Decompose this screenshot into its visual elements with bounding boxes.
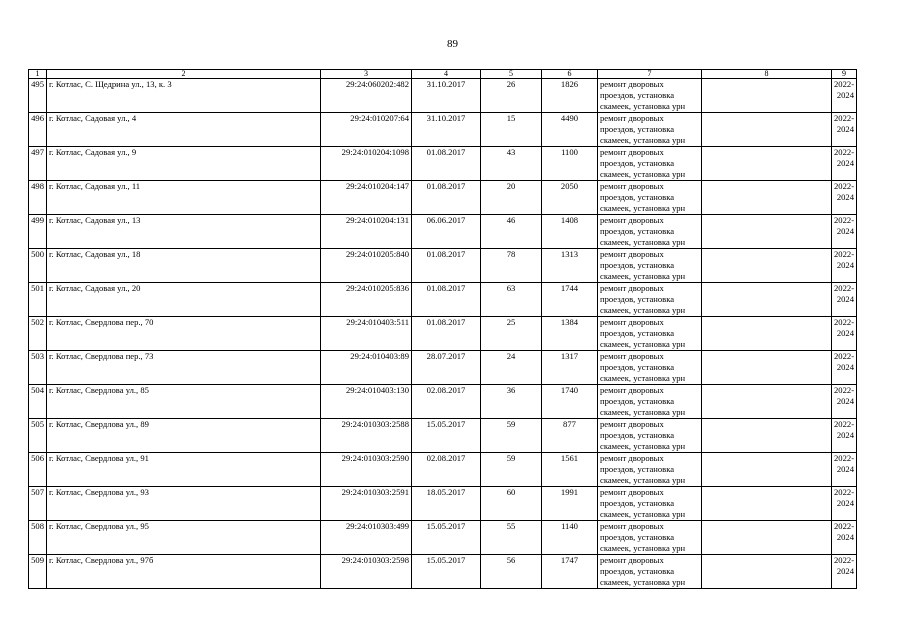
table-row: [29, 351, 857, 385]
work-description-line: ремонт дворовых: [600, 453, 664, 463]
period-line: 2022-: [834, 215, 855, 225]
row-number-cell: 502: [29, 317, 47, 351]
table-row: [29, 249, 857, 283]
area-cell: 1313: [542, 249, 598, 283]
cadastral-number-cell: 29:24:010205:840: [321, 249, 412, 283]
date-cell: 02.08.2017: [412, 385, 481, 419]
period-line: 2024: [836, 362, 854, 372]
period-line: 2022-: [834, 317, 855, 327]
table-row: [29, 181, 857, 215]
date-cell: 01.08.2017: [412, 317, 481, 351]
work-description-line: проездов, установка: [600, 158, 675, 168]
work-description-line: скамеек, установка урн: [600, 203, 686, 213]
period-line: 2024: [836, 498, 854, 508]
column-8-cell: [702, 147, 832, 181]
table-row: [29, 419, 857, 453]
work-description-line: ремонт дворовых: [600, 147, 664, 157]
apartments-count-cell: 78: [481, 249, 542, 283]
period-line: 2024: [836, 294, 854, 304]
cadastral-number-cell: 29:24:010205:836: [321, 283, 412, 317]
cadastral-number-cell: 29:24:010204:1098: [321, 147, 412, 181]
page-number: 89: [447, 38, 458, 50]
period-line: 2024: [836, 464, 854, 474]
apartments-count-cell: 20: [481, 181, 542, 215]
area-cell: 4490: [542, 113, 598, 147]
area-cell: 1561: [542, 453, 598, 487]
period-line: 2022-: [834, 181, 855, 191]
row-number-cell: 500: [29, 249, 47, 283]
row-number-cell: 505: [29, 419, 47, 453]
date-cell: 01.08.2017: [412, 147, 481, 181]
period-line: 2022-: [834, 113, 855, 123]
column-8-cell: [702, 453, 832, 487]
area-cell: 2050: [542, 181, 598, 215]
address-cell: г. Котлас, Свердлова ул., 89: [47, 419, 321, 453]
period-line: 2024: [836, 328, 854, 338]
address-cell: г. Котлас, Свердлова пер., 73: [47, 351, 321, 385]
work-description-line: скамеек, установка урн: [600, 577, 686, 587]
address-cell: г. Котлас, Свердлова ул., 95: [47, 521, 321, 555]
work-description-line: скамеек, установка урн: [600, 237, 686, 247]
work-description-cell: [598, 521, 702, 555]
work-description-line: проездов, установка: [600, 192, 675, 202]
period-cell: [832, 181, 857, 215]
period-line: 2024: [836, 158, 854, 168]
period-line: 2024: [836, 532, 854, 542]
work-description-line: скамеек, установка урн: [600, 543, 686, 553]
period-line: 2022-: [834, 249, 855, 259]
period-cell: [832, 419, 857, 453]
cadastral-number-cell: 29:24:010303:2591: [321, 487, 412, 521]
work-description-line: скамеек, установка урн: [600, 305, 686, 315]
date-cell: 06.06.2017: [412, 215, 481, 249]
work-description-line: скамеек, установка урн: [600, 509, 686, 519]
column-header: 1: [29, 70, 47, 79]
work-description-line: проездов, установка: [600, 498, 675, 508]
work-description-line: ремонт дворовых: [600, 113, 664, 123]
cadastral-number-cell: 29:24:010303:2598: [321, 555, 412, 589]
date-cell: 15.05.2017: [412, 555, 481, 589]
period-cell: [832, 249, 857, 283]
work-description-cell: [598, 419, 702, 453]
work-description-line: проездов, установка: [600, 124, 675, 134]
cadastral-number-cell: 29:24:010207:64: [321, 113, 412, 147]
address-cell: г. Котлас, Свердлова ул., 97б: [47, 555, 321, 589]
column-8-cell: [702, 113, 832, 147]
period-line: 2022-: [834, 453, 855, 463]
table-row: [29, 79, 857, 113]
work-description-line: ремонт дворовых: [600, 317, 664, 327]
work-description-line: проездов, установка: [600, 226, 675, 236]
work-description-line: скамеек, установка урн: [600, 441, 686, 451]
period-line: 2022-: [834, 385, 855, 395]
area-cell: 1384: [542, 317, 598, 351]
column-header: 6: [542, 70, 598, 79]
area-cell: 1408: [542, 215, 598, 249]
table-row: [29, 453, 857, 487]
column-8-cell: [702, 385, 832, 419]
area-cell: 1826: [542, 79, 598, 113]
address-cell: г. Котлас, Садовая ул., 11: [47, 181, 321, 215]
period-cell: [832, 317, 857, 351]
period-cell: [832, 113, 857, 147]
period-cell: [832, 147, 857, 181]
work-description-line: скамеек, установка урн: [600, 407, 686, 417]
column-header: 5: [481, 70, 542, 79]
apartments-count-cell: 56: [481, 555, 542, 589]
table-row: [29, 317, 857, 351]
date-cell: 31.10.2017: [412, 113, 481, 147]
column-8-cell: [702, 419, 832, 453]
column-8-cell: [702, 351, 832, 385]
work-description-cell: [598, 249, 702, 283]
column-8-cell: [702, 249, 832, 283]
address-cell: г. Котлас, Свердлова ул., 85: [47, 385, 321, 419]
work-description-line: проездов, установка: [600, 90, 675, 100]
work-description-cell: [598, 555, 702, 589]
period-line: 2022-: [834, 351, 855, 361]
column-8-cell: [702, 555, 832, 589]
period-line: 2022-: [834, 283, 855, 293]
work-description-cell: [598, 453, 702, 487]
column-header: 3: [321, 70, 412, 79]
header-row: [29, 70, 857, 79]
table-row: [29, 555, 857, 589]
period-cell: [832, 487, 857, 521]
cadastral-number-cell: 29:24:010303:2588: [321, 419, 412, 453]
area-cell: 1317: [542, 351, 598, 385]
address-cell: г. Котлас, Садовая ул., 20: [47, 283, 321, 317]
period-cell: [832, 283, 857, 317]
row-number-cell: 498: [29, 181, 47, 215]
work-description-cell: [598, 215, 702, 249]
table-row: [29, 385, 857, 419]
apartments-count-cell: 59: [481, 419, 542, 453]
work-description-line: ремонт дворовых: [600, 351, 664, 361]
cadastral-number-cell: 29:24:010403:511: [321, 317, 412, 351]
work-description-line: проездов, установка: [600, 328, 675, 338]
column-header: 2: [47, 70, 321, 79]
apartments-count-cell: 36: [481, 385, 542, 419]
work-description-line: проездов, установка: [600, 396, 675, 406]
area-cell: 877: [542, 419, 598, 453]
work-description-cell: [598, 283, 702, 317]
apartments-count-cell: 26: [481, 79, 542, 113]
work-description-line: проездов, установка: [600, 260, 675, 270]
work-description-cell: [598, 385, 702, 419]
address-registry-table: [28, 69, 857, 589]
area-cell: 1100: [542, 147, 598, 181]
period-cell: [832, 351, 857, 385]
work-description-line: проездов, установка: [600, 294, 675, 304]
date-cell: 02.08.2017: [412, 453, 481, 487]
work-description-line: скамеек, установка урн: [600, 169, 686, 179]
period-line: 2024: [836, 226, 854, 236]
column-header: 8: [702, 70, 832, 79]
area-cell: 1747: [542, 555, 598, 589]
period-line: 2022-: [834, 521, 855, 531]
work-description-line: скамеек, установка урн: [600, 475, 686, 485]
work-description-line: проездов, установка: [600, 566, 675, 576]
cadastral-number-cell: 29:24:010403:130: [321, 385, 412, 419]
area-cell: 1740: [542, 385, 598, 419]
column-header: 4: [412, 70, 481, 79]
cadastral-number-cell: 29:24:060202:482: [321, 79, 412, 113]
work-description-line: ремонт дворовых: [600, 181, 664, 191]
work-description-line: проездов, установка: [600, 430, 675, 440]
work-description-cell: [598, 147, 702, 181]
work-description-line: скамеек, установка урн: [600, 271, 686, 281]
period-line: 2024: [836, 566, 854, 576]
work-description-line: ремонт дворовых: [600, 249, 664, 259]
table-row: [29, 215, 857, 249]
date-cell: 15.05.2017: [412, 419, 481, 453]
work-description-line: ремонт дворовых: [600, 385, 664, 395]
period-line: 2022-: [834, 79, 855, 89]
address-cell: г. Котлас, Садовая ул., 9: [47, 147, 321, 181]
date-cell: 28.07.2017: [412, 351, 481, 385]
work-description-cell: [598, 113, 702, 147]
work-description-line: проездов, установка: [600, 362, 675, 372]
date-cell: 01.08.2017: [412, 181, 481, 215]
row-number-cell: 501: [29, 283, 47, 317]
table-row: [29, 147, 857, 181]
period-line: 2022-: [834, 147, 855, 157]
work-description-cell: [598, 79, 702, 113]
work-description-line: ремонт дворовых: [600, 419, 664, 429]
work-description-cell: [598, 181, 702, 215]
date-cell: 01.08.2017: [412, 283, 481, 317]
address-cell: г. Котлас, Свердлова ул., 91: [47, 453, 321, 487]
cadastral-number-cell: 29:24:010403:89: [321, 351, 412, 385]
address-cell: г. Котлас, Садовая ул., 4: [47, 113, 321, 147]
apartments-count-cell: 63: [481, 283, 542, 317]
work-description-line: ремонт дворовых: [600, 487, 664, 497]
date-cell: 01.08.2017: [412, 249, 481, 283]
area-cell: 1744: [542, 283, 598, 317]
apartments-count-cell: 59: [481, 453, 542, 487]
address-cell: г. Котлас, Свердлова пер., 70: [47, 317, 321, 351]
period-line: 2022-: [834, 419, 855, 429]
apartments-count-cell: 24: [481, 351, 542, 385]
row-number-cell: 503: [29, 351, 47, 385]
period-line: 2024: [836, 90, 854, 100]
period-cell: [832, 453, 857, 487]
apartments-count-cell: 43: [481, 147, 542, 181]
date-cell: 15.05.2017: [412, 521, 481, 555]
row-number-cell: 497: [29, 147, 47, 181]
apartments-count-cell: 15: [481, 113, 542, 147]
area-cell: 1140: [542, 521, 598, 555]
address-cell: г. Котлас, Свердлова ул., 93: [47, 487, 321, 521]
period-line: 2024: [836, 430, 854, 440]
column-header: 9: [832, 70, 857, 79]
apartments-count-cell: 46: [481, 215, 542, 249]
work-description-line: скамеек, установка урн: [600, 135, 686, 145]
address-cell: г. Котлас, Садовая ул., 18: [47, 249, 321, 283]
cadastral-number-cell: 29:24:010303:499: [321, 521, 412, 555]
period-cell: [832, 79, 857, 113]
period-line: 2024: [836, 260, 854, 270]
address-cell: г. Котлас, Садовая ул., 13: [47, 215, 321, 249]
work-description-line: ремонт дворовых: [600, 79, 664, 89]
period-line: 2022-: [834, 555, 855, 565]
column-8-cell: [702, 487, 832, 521]
column-8-cell: [702, 521, 832, 555]
column-8-cell: [702, 215, 832, 249]
work-description-cell: [598, 487, 702, 521]
work-description-line: ремонт дворовых: [600, 555, 664, 565]
table-row: [29, 113, 857, 147]
column-header: 7: [598, 70, 702, 79]
work-description-line: ремонт дворовых: [600, 283, 664, 293]
period-line: 2022-: [834, 487, 855, 497]
column-8-cell: [702, 283, 832, 317]
cadastral-number-cell: 29:24:010204:147: [321, 181, 412, 215]
cadastral-number-cell: 29:24:010204:131: [321, 215, 412, 249]
work-description-line: скамеек, установка урн: [600, 373, 686, 383]
work-description-cell: [598, 317, 702, 351]
date-cell: 31.10.2017: [412, 79, 481, 113]
period-line: 2024: [836, 396, 854, 406]
column-8-cell: [702, 181, 832, 215]
row-number-cell: 495: [29, 79, 47, 113]
work-description-line: проездов, установка: [600, 464, 675, 474]
work-description-line: скамеек, установка урн: [600, 101, 686, 111]
apartments-count-cell: 60: [481, 487, 542, 521]
area-cell: 1991: [542, 487, 598, 521]
period-line: 2024: [836, 192, 854, 202]
address-cell: г. Котлас, С. Щедрина ул., 13, к. 3: [47, 79, 321, 113]
row-number-cell: 496: [29, 113, 47, 147]
table-row: [29, 521, 857, 555]
date-cell: 18.05.2017: [412, 487, 481, 521]
row-number-cell: 506: [29, 453, 47, 487]
row-number-cell: 507: [29, 487, 47, 521]
period-line: 2024: [836, 124, 854, 134]
period-cell: [832, 215, 857, 249]
table-row: [29, 487, 857, 521]
work-description-line: ремонт дворовых: [600, 215, 664, 225]
cadastral-number-cell: 29:24:010303:2590: [321, 453, 412, 487]
apartments-count-cell: 55: [481, 521, 542, 555]
row-number-cell: 508: [29, 521, 47, 555]
period-cell: [832, 521, 857, 555]
row-number-cell: 504: [29, 385, 47, 419]
column-8-cell: [702, 317, 832, 351]
column-8-cell: [702, 79, 832, 113]
row-number-cell: 499: [29, 215, 47, 249]
period-cell: [832, 385, 857, 419]
apartments-count-cell: 25: [481, 317, 542, 351]
work-description-cell: [598, 351, 702, 385]
row-number-cell: 509: [29, 555, 47, 589]
period-cell: [832, 555, 857, 589]
table-row: [29, 283, 857, 317]
work-description-line: проездов, установка: [600, 532, 675, 542]
work-description-line: скамеек, установка урн: [600, 339, 686, 349]
work-description-line: ремонт дворовых: [600, 521, 664, 531]
